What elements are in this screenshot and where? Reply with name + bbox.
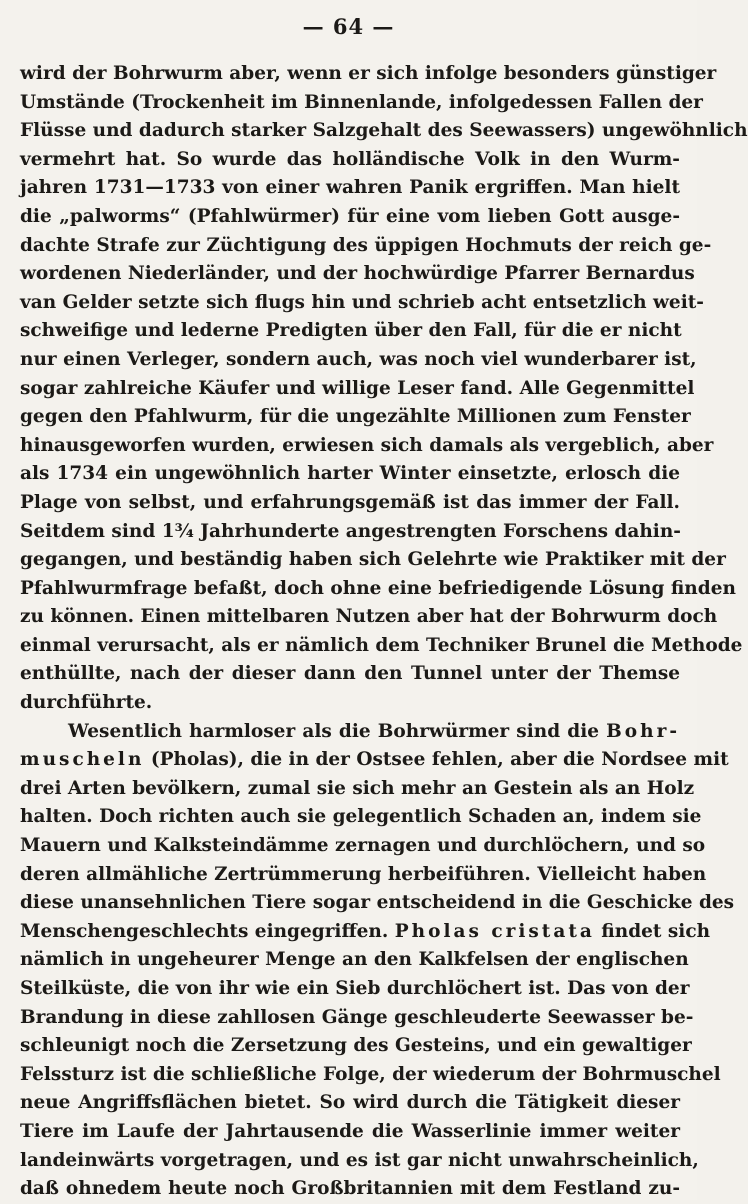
text-line: einmal verursacht, als er nämlich dem Techniker Brunel die Methode <box>20 634 743 656</box>
text-line: dachte Strafe zur Züchtigung des üppigen Hochmuts der reich ge- <box>20 234 712 256</box>
text-line: Plage von selbst, und erfahrungsgemäß ist das immer der Fall. <box>20 491 680 513</box>
text-line: Steilküste, die von ihr wie ein Sieb durchlöchert ist. Das von der <box>20 978 690 999</box>
body-text <box>20 60 748 1204</box>
text-line: Umstände (Trockenheit im Binnenlande, infolgedessen Fallen der <box>20 91 703 113</box>
text-line: die „palworms“ (Pfahlwürmer) für eine vom lieben Gott ausge- <box>20 205 680 227</box>
page-number: — 64 — <box>302 14 395 39</box>
text-line <box>20 918 711 947</box>
text-line: als 1734 ein ungewöhnlich harter Winter einsetzte, erlosch die <box>20 463 680 485</box>
text-line: Brandung in diese zahllosen Gänge geschleuderte Seewasser be- <box>20 1006 694 1028</box>
text-line: wordenen Niederländer, und der hochwürdige Pfarrer Bernardus <box>20 263 695 285</box>
text-line: diese unansehnlichen Tiere sogar entscheidend in die Geschicke des <box>20 892 735 914</box>
text-line: neue Angriffsflächen bietet. So wird durch die Tätigkeit dieser <box>20 1092 680 1114</box>
text-line: Seitdem sind 1¾ Jahrhunderte angestrengten Forschens dahin- <box>20 520 681 542</box>
text-line <box>20 746 729 775</box>
text-line: Flüsse und dadurch starker Salzgehalt des Seewassers) ungewöhnlich <box>20 120 748 142</box>
text-segment: Wesentlich harmloser als die Bohrwürmer sind die <box>68 720 607 742</box>
text-line: wird der Bohrwurm aber, wenn er sich infolge besonders günstiger <box>20 63 717 84</box>
paragraph-2 <box>20 718 735 1204</box>
text-line: drei Arten bevölkern, zumal sie sich mehr an Gestein als an Holz <box>20 777 695 799</box>
text-line: jahren 1731—1733 von einer wahren Panik ergriffen. Man hielt <box>20 177 680 199</box>
emphasized-term: Bohr- <box>606 720 680 742</box>
text-segment: (Pholas), die in der Ostsee fehlen, aber die Nordsee mit <box>144 749 729 771</box>
paragraph-1 <box>20 60 748 718</box>
text-line: van Gelder setzte sich flugs hin und schrieb acht entsetzlich weit- <box>20 291 704 313</box>
text-line: halten. Doch richten auch sie gelegentlich Schaden an, indem sie <box>20 806 702 828</box>
text-line: Mauern und Kalksteindämme zernagen und durchlöchern, und so <box>20 835 706 857</box>
text-line: Pfahlwurmfrage befaßt, doch ohne eine befriedigende Lösung finden <box>20 577 736 599</box>
text-segment: findet sich <box>594 920 711 942</box>
text-line <box>20 718 680 747</box>
text-line: schleunigt noch die Zersetzung des Gesteins, und ein gewaltiger <box>20 1035 692 1057</box>
emphasized-term: muscheln <box>20 749 145 771</box>
text-line: gegangen, und beständig haben sich Gelehrte wie Praktiker mit der <box>20 549 726 571</box>
text-line: enthüllte, nach der dieser dann den Tunnel unter der Themse <box>20 663 680 685</box>
text-line: schweifige und lederne Predigten über den Fall, für die er nicht <box>20 320 682 342</box>
text-line: zu können. Einen mittelbaren Nutzen aber hat der Bohrwurm doch <box>20 606 718 628</box>
text-line: hinausgeworfen wurden, erwiesen sich damals als vergeblich, aber <box>20 434 714 456</box>
text-line: daß ohnedem heute noch Großbritannien mit dem Festland zu- <box>20 1178 680 1200</box>
text-line: deren allmähliche Zertrümmerung herbeiführen. Vielleicht haben <box>20 863 707 885</box>
text-line: Tiere im Laufe der Jahrtausende die Wasserlinie immer weiter <box>20 1120 680 1142</box>
text-line: durchführte. <box>20 692 153 714</box>
text-line: gegen den Pfahlwurm, für die ungezählte Millionen zum Fenster <box>20 406 691 428</box>
text-line: sogar zahlreiche Käufer und willige Leser fand. Alle Gegenmittel <box>20 377 695 399</box>
text-line: nur einen Verleger, sondern auch, was noch viel wunderbarer ist, <box>20 348 697 370</box>
text-segment: Menschengeschlechts eingegriffen. <box>20 920 395 942</box>
text-line: vermehrt hat. So wurde das holländische Volk in den Wurm- <box>20 148 680 170</box>
text-line: nämlich in ungeheurer Menge an den Kalkfelsen der englischen <box>20 949 689 971</box>
species-name: Pholas cristata <box>394 920 595 942</box>
text-line: landeinwärts vorgetragen, und es ist gar nicht unwahrscheinlich, <box>20 1149 699 1171</box>
text-line: Felssturz ist die schließliche Folge, der wiederum der Bohrmuschel <box>20 1063 721 1085</box>
